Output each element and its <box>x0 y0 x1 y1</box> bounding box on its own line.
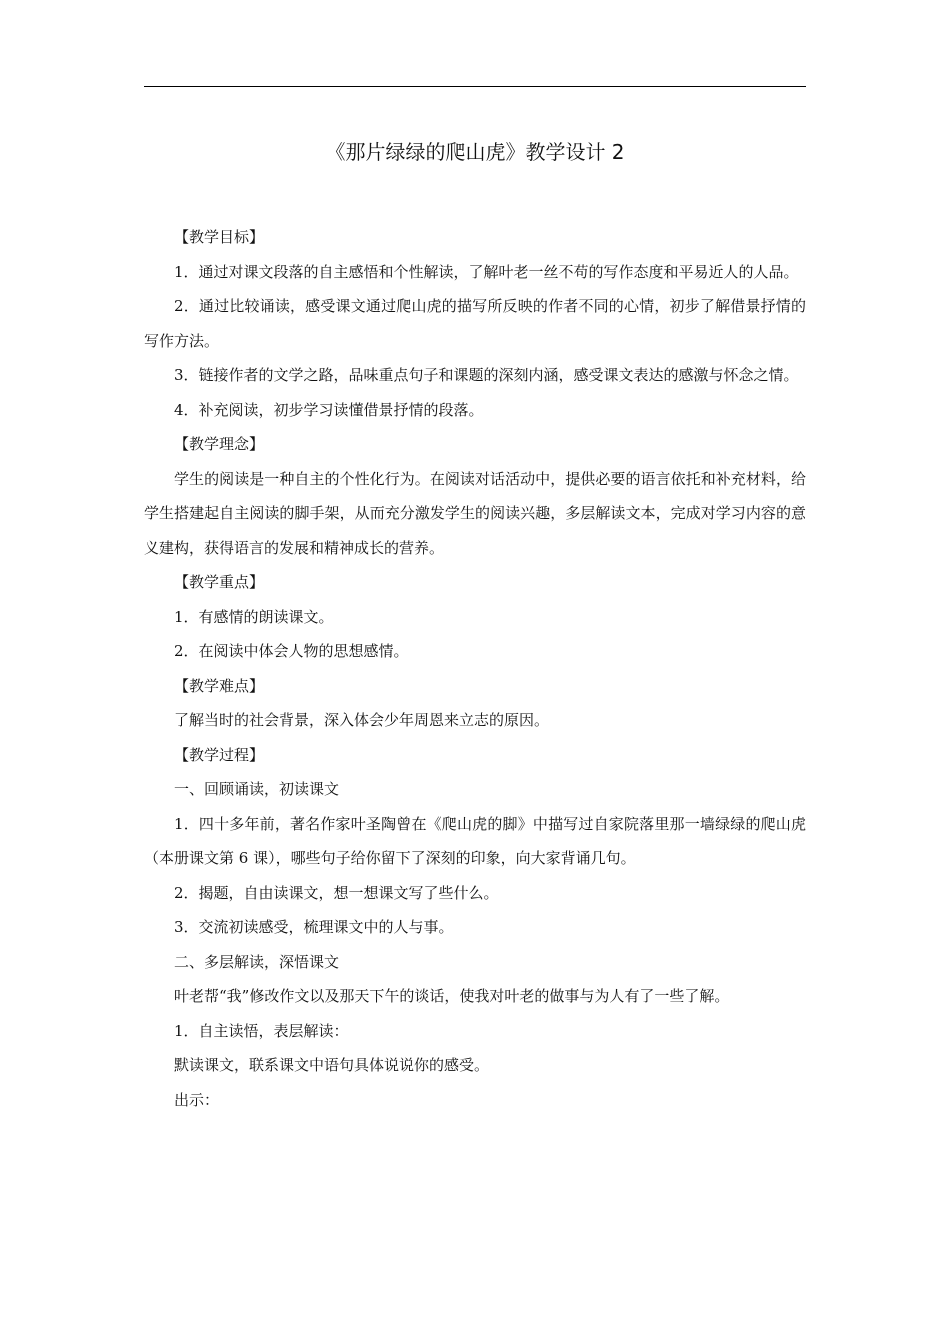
document-body <box>144 220 806 1117</box>
subheading: 二、多层解读，深悟课文 <box>174 952 340 971</box>
section-heading-process: 【教学过程】 <box>174 745 265 764</box>
paragraph: 了解当时的社会背景，深入体会少年周恩来立志的原因。 <box>174 711 550 729</box>
paragraph: 2．在阅读中体会人物的思想感情。 <box>174 642 409 660</box>
paragraph: 默读课文，联系课文中语句具体说说你的感受。 <box>174 1056 490 1074</box>
paragraph: 1．四十多年前，著名作家叶圣陶曾在《爬山虎的脚》中描写过自家院落里那一墙绿绿的爬山虎（本册课文第 6 课），哪些句子给你留下了深刻的印象，向大家背诵几句。 <box>144 814 806 867</box>
paragraph: 1．自主读悟，表层解读： <box>174 1021 349 1040</box>
subheading: 一、回顾诵读，初读课文 <box>174 780 340 798</box>
section-heading-philosophy: 【教学理念】 <box>174 435 265 453</box>
paragraph: 4．补充阅读，初步学习读懂借景抒情的段落。 <box>174 400 484 419</box>
paragraph: 出示： <box>174 1090 220 1109</box>
section-heading-key-points: 【教学重点】 <box>174 573 265 591</box>
document-title: 《那片绿绿的爬山虎》教学设计 2 <box>325 140 625 164</box>
paragraph: 2．揭题，自由读课文，想一想课文写了些什么。 <box>174 883 499 902</box>
section-heading-difficulties: 【教学难点】 <box>174 676 265 695</box>
paragraph: 学生的阅读是一种自主的个性化行为。在阅读对话活动中，提供必要的语言依托和补充材料，给学生搭建起自主阅读的脚手架，从而充分激发学生的阅读兴趣，多层解读文本，完成对学习内容的意义建构，获得语言的发展和精神成长的营养。 <box>144 469 806 557</box>
paragraph: 1．有感情的朗读课文。 <box>174 607 334 626</box>
paragraph: 2．通过比较诵读，感受课文通过爬山虎的描写所反映的作者不同的心情，初步了解借景抒情的写作方法。 <box>144 297 806 350</box>
paragraph: 1．通过对课文段落的自主感悟和个性解读，了解叶老一丝不苟的写作态度和平易近人的人品。 <box>174 262 799 281</box>
paragraph: 3．交流初读感受，梳理课文中的人与事。 <box>174 918 454 936</box>
paragraph: 3．链接作者的文学之路，品味重点句子和课题的深刻内涵，感受课文表达的感激与怀念之情。 <box>174 366 799 384</box>
paragraph: 叶老帮“我”修改作文以及那天下午的谈话，使我对叶老的做事与为人有了一些了解。 <box>174 987 730 1005</box>
section-heading-goals: 【教学目标】 <box>174 228 265 246</box>
header-rule <box>144 86 806 87</box>
